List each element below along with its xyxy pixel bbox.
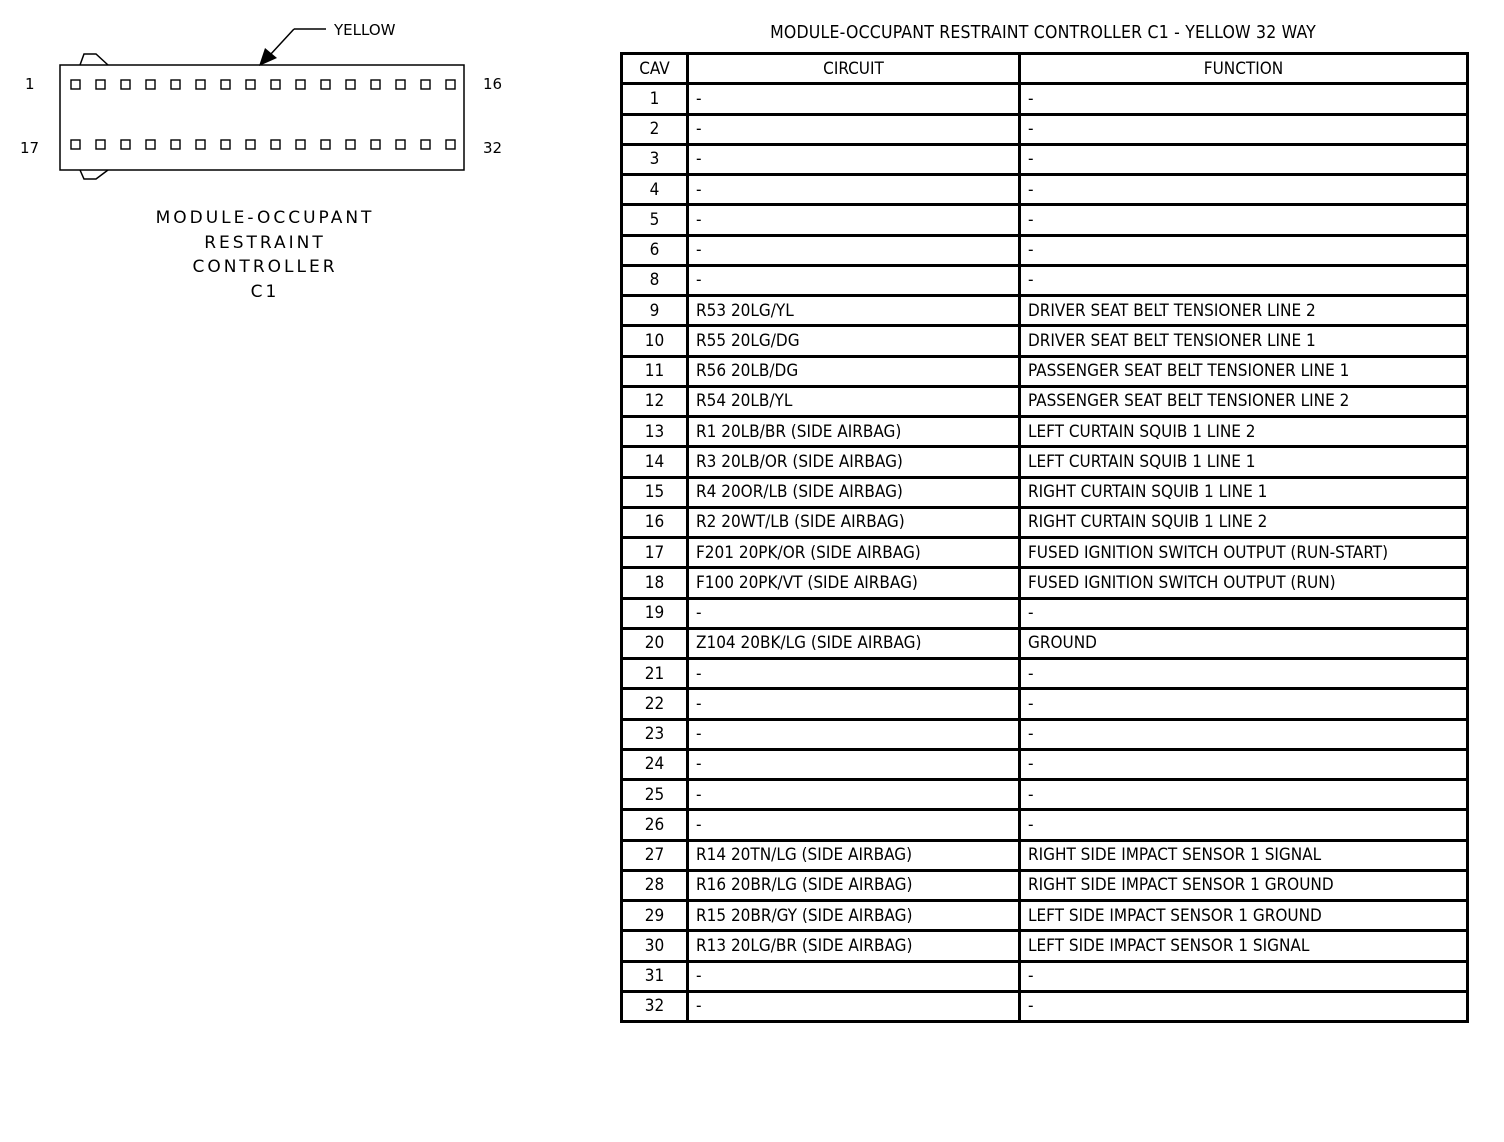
pin-cavity [71, 140, 80, 149]
pin-cavity [146, 80, 155, 89]
function-cell: FUSED IGNITION SWITCH OUTPUT (RUN-START) [1020, 538, 1468, 568]
circuit-cell: Z104 20BK/LG (SIDE AIRBAG) [688, 628, 1020, 658]
function-cell: LEFT SIDE IMPACT SENSOR 1 SIGNAL [1020, 931, 1468, 961]
function-cell: RIGHT CURTAIN SQUIB 1 LINE 2 [1020, 507, 1468, 537]
function-cell: - [1020, 810, 1468, 840]
table-row [622, 628, 1468, 658]
function-cell: - [1020, 175, 1468, 205]
circuit-cell: R53 20LG/YL [688, 296, 1020, 326]
function-cell: - [1020, 205, 1468, 235]
cav-cell: 5 [622, 205, 688, 235]
header-cav: CAV [622, 54, 688, 84]
cav-cell: 27 [622, 840, 688, 870]
connector-diagram [0, 0, 560, 320]
table-row [622, 870, 1468, 900]
circuit-cell: R56 20LB/DG [688, 356, 1020, 386]
cav-cell: 1 [622, 84, 688, 114]
cav-cell: 24 [622, 749, 688, 779]
connector-latch-top [80, 54, 108, 65]
function-cell: - [1020, 749, 1468, 779]
table-row [622, 326, 1468, 356]
pin-cavity [321, 80, 330, 89]
cav-cell: 9 [622, 296, 688, 326]
cav-cell: 11 [622, 356, 688, 386]
caption-line: RESTRAINT [204, 232, 326, 253]
table-row [622, 901, 1468, 931]
pin-label-top-right: 16 [483, 75, 503, 93]
circuit-cell: R1 20LB/BR (SIDE AIRBAG) [688, 417, 1020, 447]
cav-cell: 18 [622, 568, 688, 598]
pin-cavity [446, 140, 455, 149]
table-row [622, 114, 1468, 144]
pin-cavity [371, 140, 380, 149]
table-row [622, 810, 1468, 840]
circuit-cell: R3 20LB/OR (SIDE AIRBAG) [688, 447, 1020, 477]
connector-latch-bottom [80, 170, 108, 179]
table-row [622, 991, 1468, 1021]
cav-cell: 15 [622, 477, 688, 507]
circuit-cell: R14 20TN/LG (SIDE AIRBAG) [688, 840, 1020, 870]
header-function: FUNCTION [1020, 54, 1468, 84]
table-row [622, 447, 1468, 477]
table-row [622, 265, 1468, 295]
circuit-cell: F201 20PK/OR (SIDE AIRBAG) [688, 538, 1020, 568]
cav-cell: 23 [622, 719, 688, 749]
table-header-row [622, 54, 1468, 84]
pin-cavity [446, 80, 455, 89]
function-cell: LEFT CURTAIN SQUIB 1 LINE 1 [1020, 447, 1468, 477]
pin-cavity [221, 140, 230, 149]
cav-cell: 25 [622, 780, 688, 810]
cav-cell: 30 [622, 931, 688, 961]
cav-cell: 13 [622, 417, 688, 447]
caption-line: CONTROLLER [192, 257, 338, 277]
pin-cavity [346, 80, 355, 89]
circuit-cell: R55 20LG/DG [688, 326, 1020, 356]
pin-cavity [171, 80, 180, 89]
cav-cell: 31 [622, 961, 688, 991]
cav-cell: 6 [622, 235, 688, 265]
cav-cell: 8 [622, 265, 688, 295]
function-cell: DRIVER SEAT BELT TENSIONER LINE 2 [1020, 296, 1468, 326]
table-row [622, 205, 1468, 235]
function-cell: - [1020, 84, 1468, 114]
function-cell: RIGHT CURTAIN SQUIB 1 LINE 1 [1020, 477, 1468, 507]
circuit-cell: R13 20LG/BR (SIDE AIRBAG) [688, 931, 1020, 961]
cav-cell: 14 [622, 447, 688, 477]
function-cell: - [1020, 689, 1468, 719]
table-row [622, 931, 1468, 961]
function-cell: RIGHT SIDE IMPACT SENSOR 1 GROUND [1020, 870, 1468, 900]
pin-cavity [171, 140, 180, 149]
pin-cavity [321, 140, 330, 149]
cav-cell: 28 [622, 870, 688, 900]
function-cell: - [1020, 598, 1468, 628]
pin-label-top-left: 1 [25, 75, 35, 93]
pin-cavity [271, 80, 280, 89]
table-row [622, 689, 1468, 719]
table-row [622, 598, 1468, 628]
cav-cell: 17 [622, 538, 688, 568]
pinout-table-body [622, 84, 1468, 1022]
circuit-cell: - [688, 749, 1020, 779]
pin-cavity [371, 80, 380, 89]
cav-cell: 22 [622, 689, 688, 719]
table-row [622, 659, 1468, 689]
caption-line: MODULE-OCCUPANT [155, 208, 375, 228]
table-row [622, 417, 1468, 447]
circuit-cell: - [688, 114, 1020, 144]
function-cell: - [1020, 265, 1468, 295]
cav-cell: 10 [622, 326, 688, 356]
cav-cell: 2 [622, 114, 688, 144]
pin-cavity [196, 140, 205, 149]
cav-cell: 4 [622, 175, 688, 205]
table-row [622, 477, 1468, 507]
pin-cavity [246, 80, 255, 89]
circuit-cell: - [688, 961, 1020, 991]
circuit-cell: - [688, 144, 1020, 174]
circuit-cell: R54 20LB/YL [688, 386, 1020, 416]
pin-cavity [196, 80, 205, 89]
circuit-cell: - [688, 205, 1020, 235]
pin-cavity [296, 140, 305, 149]
cav-cell: 3 [622, 144, 688, 174]
circuit-cell: R16 20BR/LG (SIDE AIRBAG) [688, 870, 1020, 900]
pin-cavity [96, 140, 105, 149]
circuit-cell: - [688, 810, 1020, 840]
function-cell: - [1020, 780, 1468, 810]
table-row [622, 84, 1468, 114]
table-row [622, 719, 1468, 749]
function-cell: RIGHT SIDE IMPACT SENSOR 1 SIGNAL [1020, 840, 1468, 870]
function-cell: - [1020, 144, 1468, 174]
cav-cell: 16 [622, 507, 688, 537]
color-label: YELLOW [334, 21, 396, 39]
cav-cell: 21 [622, 659, 688, 689]
connector-caption [110, 206, 420, 304]
pin-label-bottom-right: 32 [483, 139, 503, 157]
function-cell: - [1020, 659, 1468, 689]
function-cell: - [1020, 991, 1468, 1021]
function-cell: GROUND [1020, 628, 1468, 658]
circuit-cell: - [688, 84, 1020, 114]
pin-cavity [146, 140, 155, 149]
pin-cavity [121, 140, 130, 149]
circuit-cell: - [688, 265, 1020, 295]
pin-cavity [271, 140, 280, 149]
circuit-cell: R4 20OR/LB (SIDE AIRBAG) [688, 477, 1020, 507]
circuit-cell: F100 20PK/VT (SIDE AIRBAG) [688, 568, 1020, 598]
header-circuit: CIRCUIT [688, 54, 1020, 84]
cav-cell: 12 [622, 386, 688, 416]
pin-cavity [396, 80, 405, 89]
pin-cavity [71, 80, 80, 89]
cav-cell: 20 [622, 628, 688, 658]
table-row [622, 749, 1468, 779]
function-cell: - [1020, 114, 1468, 144]
function-cell: LEFT SIDE IMPACT SENSOR 1 GROUND [1020, 901, 1468, 931]
circuit-cell: - [688, 235, 1020, 265]
pin-cavity [96, 80, 105, 89]
cav-cell: 19 [622, 598, 688, 628]
function-cell: PASSENGER SEAT BELT TENSIONER LINE 1 [1020, 356, 1468, 386]
circuit-cell: - [688, 991, 1020, 1021]
table-row [622, 568, 1468, 598]
pin-label-bottom-left: 17 [20, 139, 40, 157]
table-row [622, 538, 1468, 568]
pin-cavity [421, 140, 430, 149]
function-cell: - [1020, 235, 1468, 265]
color-callout-leader-diagonal [270, 29, 294, 55]
circuit-cell: - [688, 659, 1020, 689]
function-cell: - [1020, 961, 1468, 991]
pin-cavity [296, 80, 305, 89]
table-row [622, 144, 1468, 174]
circuit-cell: R15 20BR/GY (SIDE AIRBAG) [688, 901, 1020, 931]
pinout-table [620, 52, 1469, 1023]
pin-cavity [121, 80, 130, 89]
table-row [622, 386, 1468, 416]
table-row [622, 356, 1468, 386]
pin-cavity [396, 140, 405, 149]
pin-cavity [221, 80, 230, 89]
function-cell: PASSENGER SEAT BELT TENSIONER LINE 2 [1020, 386, 1468, 416]
table-row [622, 961, 1468, 991]
table-row [622, 296, 1468, 326]
pin-cavity [421, 80, 430, 89]
function-cell: - [1020, 719, 1468, 749]
cav-cell: 26 [622, 810, 688, 840]
function-cell: LEFT CURTAIN SQUIB 1 LINE 2 [1020, 417, 1468, 447]
table-row [622, 507, 1468, 537]
circuit-cell: - [688, 780, 1020, 810]
table-row [622, 780, 1468, 810]
pin-cavity [346, 140, 355, 149]
cav-cell: 29 [622, 901, 688, 931]
cav-cell: 32 [622, 991, 688, 1021]
table-row [622, 175, 1468, 205]
table-row [622, 840, 1468, 870]
table-title: MODULE-OCCUPANT RESTRAINT CONTROLLER C1 - YELLOW 32 WAY [770, 23, 1316, 43]
circuit-cell: - [688, 175, 1020, 205]
function-cell: FUSED IGNITION SWITCH OUTPUT (RUN) [1020, 568, 1468, 598]
circuit-cell: - [688, 719, 1020, 749]
circuit-cell: - [688, 598, 1020, 628]
function-cell: DRIVER SEAT BELT TENSIONER LINE 1 [1020, 326, 1468, 356]
circuit-cell: - [688, 689, 1020, 719]
pin-cavity [246, 140, 255, 149]
caption-line: C1 [250, 281, 280, 302]
table-row [622, 235, 1468, 265]
circuit-cell: R2 20WT/LB (SIDE AIRBAG) [688, 507, 1020, 537]
